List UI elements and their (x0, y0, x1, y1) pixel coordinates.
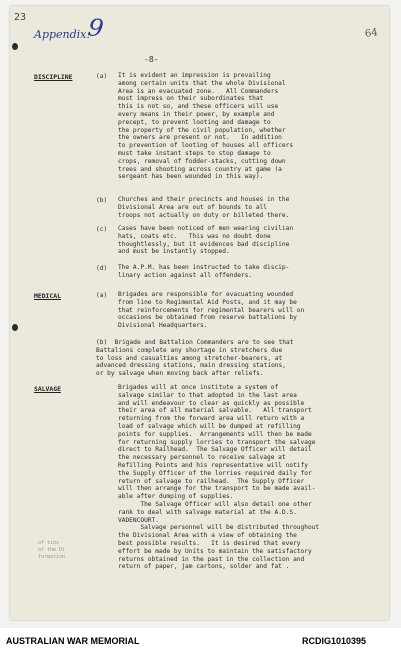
text-line: and will endeavour to clear as quickly as possible (118, 399, 305, 407)
text-line: It is evident an impression is prevailing (118, 72, 271, 79)
salvage-heading: SALVAGE (34, 385, 61, 393)
text-line: Battalions complete any shortage in stretchers due (96, 346, 283, 354)
text-line: The Salvage Officer will also detail one other (118, 500, 312, 508)
salvage-text (118, 384, 319, 571)
page-marker: -8- (144, 55, 159, 64)
text-line: sergeant has been wounded in this way). (118, 173, 264, 181)
text-line: among certain units that the whole Divisional (118, 79, 286, 87)
text-line: (b) Brigade and Battalion Commanders are to see that (96, 339, 294, 346)
text-line: from line to Regimental Aid Posts, and it may be (118, 298, 297, 306)
text-line: Refilling Points and his representative will notify (118, 461, 308, 469)
page-number-right: 64 (364, 27, 379, 40)
text-line: load of salvage which will be dumped at refilling (118, 422, 301, 430)
text-line: occasions be obtained from reserve battalions by (118, 314, 297, 322)
footer-record-id: RCDIG1010395 (302, 636, 367, 646)
text-line: must take instant steps to stop damage to (118, 149, 271, 157)
discipline-c-text (118, 225, 293, 256)
discipline-a-text (118, 72, 293, 181)
medical-a-text (118, 291, 304, 330)
discipline-a-label: (a) (96, 73, 108, 80)
text-line: able after dumping of supplies. (118, 493, 234, 501)
text-line: advanced dressing stations, main dressing stations, (96, 362, 286, 370)
text-line: returning from the forward area will return with a (118, 415, 305, 423)
text-line: Churches and their precincts and houses in the (118, 196, 290, 203)
text-line: returns obtained in the past in the collection and (118, 555, 305, 563)
text-line: points for supplies. Arrangements will then be made (118, 430, 312, 438)
text-line: the Divisional Area with a view of obtaining the (118, 532, 297, 540)
text-line: the Supply Officer of the lorries required daily for (118, 469, 312, 477)
discipline-d-label: (d) (96, 265, 108, 272)
text-line: Brigades are responsible for evacuating wounded (118, 291, 294, 298)
appendix-number: 9 (86, 13, 106, 43)
medical-heading: MEDICAL (34, 292, 61, 300)
footer-institution: AUSTRALIAN WAR MEMORIAL (6, 636, 140, 646)
text-line: return of salvage to railhead. The Supply Officer (118, 477, 305, 485)
text-line: or by salvage when moving back after reliefs. (96, 370, 264, 378)
discipline-b-label: (b) (96, 197, 108, 204)
text-line: The A.P.M. has been instructed to take discip- (118, 264, 290, 271)
punch-hole-top (12, 43, 18, 50)
text-line: Divisional Headquarters. (118, 322, 208, 330)
text-line: the necessary personnel to receive salvage at (118, 454, 286, 462)
text-line: must impress on their subordinates that (118, 95, 264, 103)
text-line: the property of the civil population, whether (118, 126, 286, 134)
text-line: Area is an evacuated zone. All Commanders (118, 87, 279, 95)
discipline-heading: DISCIPLINE (34, 73, 73, 81)
text-line: troops not actually on duty or billeted there. (118, 211, 290, 219)
text-line: and must be instantly stopped. (118, 248, 230, 256)
discipline-b-text (118, 196, 289, 219)
text-line: for returning supply lorries to transport the salvage (118, 438, 316, 446)
text-line: linary action against all offenders. (118, 271, 253, 279)
text-line: the owners are present or not. In addition (118, 134, 282, 142)
text-line: that reinforcements for regimental bearers will on (118, 306, 305, 314)
text-line: return of paper, jam cartons, solder and fat . (118, 563, 290, 571)
discipline-c-label: (c) (96, 226, 108, 233)
punch-hole-middle (12, 324, 18, 331)
text-line: thoughtlessly, but it evidences bad discipline (118, 240, 290, 248)
text-line: this is not so, and these officers will use (118, 103, 279, 111)
text-line: to loss and casualties among stretcher-bearers, at (96, 354, 283, 362)
text-line: VADENCOURT. (118, 516, 159, 524)
text-line: best possible results. It is desired that every (118, 539, 301, 547)
text-line: of the Di (38, 547, 66, 553)
text-line: crops, removal of fodder-stacks, cutting down (118, 157, 286, 165)
text-line: of tins (38, 540, 60, 546)
salvage-margin-bleed (38, 540, 65, 561)
text-line: effort be made by Units to maintain the satisfactory (118, 547, 312, 555)
text-line: will then arrange for the transport to be made avail- (118, 485, 316, 493)
text-line: formation (38, 554, 66, 560)
text-line: precept, to prevent looting and damage to (118, 118, 271, 126)
text-line: trees and shooting across country at game (a (118, 165, 282, 173)
medical-b-text (96, 339, 293, 378)
text-line: Divisional Area are out of bounds to all (118, 203, 268, 211)
medical-a-label: (a) (96, 292, 108, 299)
text-line: their area of all material salvable. All transport (118, 407, 312, 415)
text-line: rank to deal with salvage material at the A.D.S. (118, 508, 297, 516)
discipline-d-text (118, 264, 289, 280)
text-line: hats, coats etc. This was no doubt done (118, 232, 271, 240)
text-line: Brigades will at once institute a system of (118, 384, 279, 391)
text-line: Cases have been noticed of men wearing civilian (118, 225, 294, 232)
text-line: every means in their power, by example and (118, 110, 275, 118)
text-line: direct to Railhead. The Salvage Officer will detail (118, 446, 312, 454)
page-number-left: 23 (14, 12, 27, 23)
text-line: salvage similar to that adopted in the last area (118, 391, 297, 399)
text-line: to prevention of looting of houses all officers (118, 142, 294, 150)
appendix-label: Appendix. (34, 28, 90, 41)
text-line: Salvage personnel will be distributed throughout (118, 524, 320, 532)
